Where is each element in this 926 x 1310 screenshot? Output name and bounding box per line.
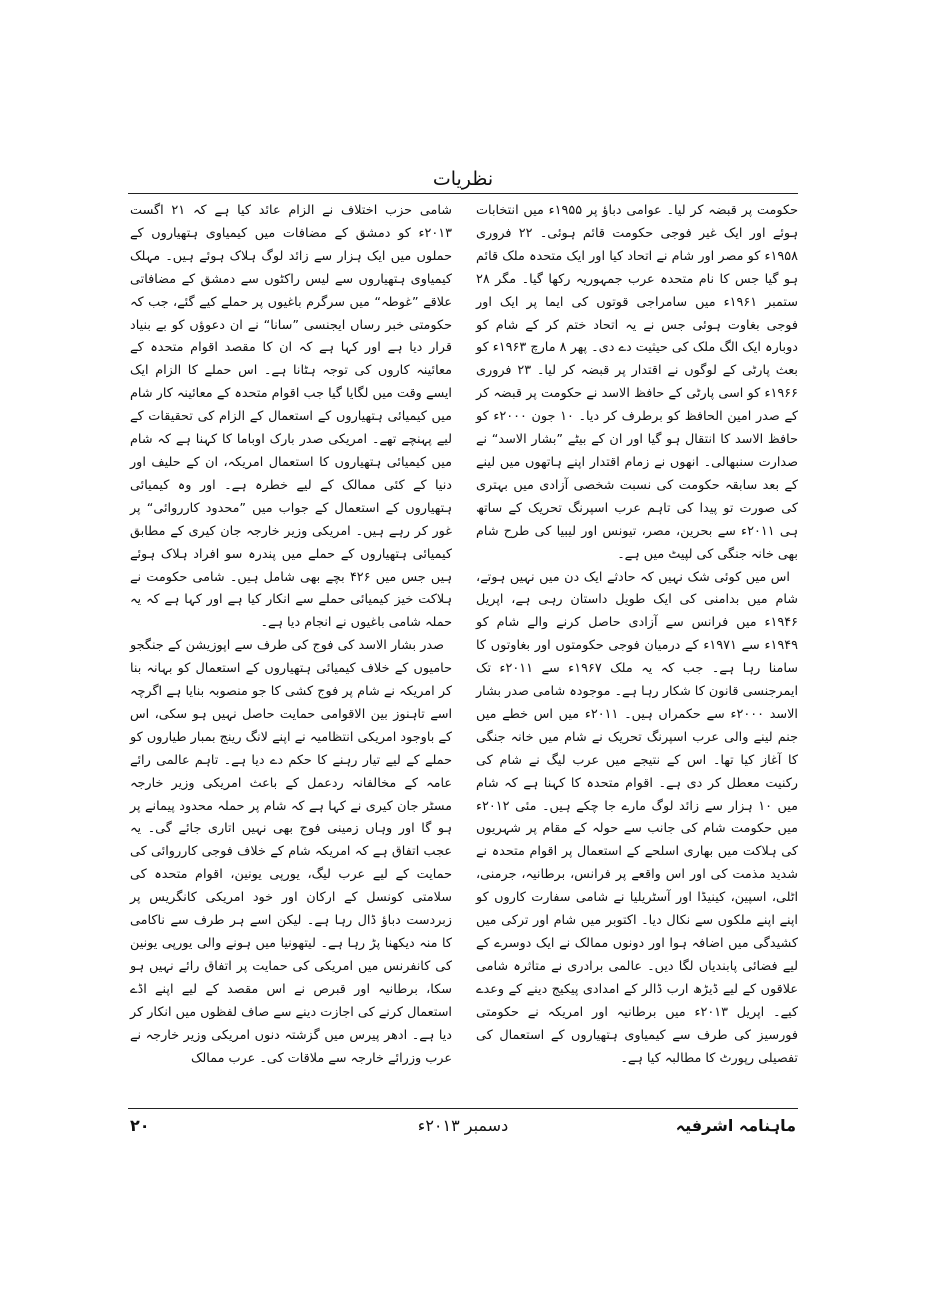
paragraph: صدر بشار الاسد کی فوج کی طرف سے اپوزیشن کے جنگجو حامیوں کے خلاف کیمیائی ہتھیاروں کے استعمال کو بہانہ بنا کر امریکہ نے شام پر فوج کشی کا جو منصوبہ بنایا ہے اگرچہ اسے تاہنوز بین الاقوامی حمایت حاصل نہیں ہو سکی، اس کے باوجود امریکی انتظامیہ نے اپنے لانگ رینج بمبار طیاروں کو حملے کے لیے تیار رہنے کا حکم دے دیا ہے۔ تاہم عالمی رائے عامہ کے مخالفانہ ردعمل کے باعث امریکی وزیر خارجہ مسٹر جان کیری نے کہا ہے کہ شام پر حملہ محدود پیمانے پر ہو گا اور وہاں زمینی فوج بھی نہیں اتاری جائے گی۔ یہ عجب اتفاق ہے کہ امریکہ شام کے خلاف فوجی کارروائی کی حمایت کے لیے عرب لیگ، یورپی یونین، اقوام متحدہ کی سلامتی کونسل کے ارکان اور خود امریکی کانگریس پر زبردست دباؤ ڈال رہا ہے۔ لیکن اسے ہر طرف سے ناکامی کا منہ دیکھنا پڑ رہا ہے۔ لیتھونیا میں ہونے والی یورپی یونین کی کانفرنس میں امریکی کی حمایت پر اتفاق رائے نہیں ہو سکا، برطانیہ اور قبرص نے اس مقصد کے لیے اپنے اڈے استعمال کرنے کی اجازت دینے سے صاف لفظوں میں انکار کر دیا ہے۔ ادھر پیرس میں گزشتہ دنوں امریکی وزیر خارجہ نے عرب وزرائے خارجہ سے ملاقات کی۔ عرب ممالک: [130, 638, 452, 1066]
paragraph: اس میں کوئی شک نہیں کہ حادثے ایک دن میں نہیں ہوتے، شام میں بدامنی کی ایک طویل داستان رہی ہے، اپریل ۱۹۴۶ء میں فرانس سے آزادی حاصل کرنے والے شام کو ۱۹۴۹ء سے ۱۹۷۱ء کے درمیان فوجی حکومتوں اور بغاوتوں کا سامنا رہا ہے۔ جب کہ یہ ملک ۱۹۶۷ء سے ۲۰۱۱ء تک ایمرجنسی قانون کا شکار رہا ہے۔ موجودہ شامی صدر بشار الاسد ۲۰۰۰ء سے حکمراں ہیں۔ ۲۰۱۱ء میں اس خطے میں جنم لینے والی عرب اسپرنگ تحریک نے شام میں خانہ جنگی کا آغاز کیا تھا۔ اس کے نتیجے میں عرب لیگ نے شام کی رکنیت معطل کر دی ہے۔ اقوام متحدہ کا کہنا ہے کہ شام میں ۱۰ ہزار سے زائد لوگ مارے جا چکے ہیں۔ مئی ۲۰۱۲ء میں حکومت شام کی جانب سے حولہ کے مقام پر شہریوں کی ہلاکت میں بھاری اسلحے کے استعمال پر اقوام متحدہ نے شدید مذمت کی اور اس واقعے پر فرانس، برطانیہ، جرمنی، اٹلی، اسپین، کینیڈا اور آسٹریلیا نے شامی سفارت کاروں کو اپنے اپنے ملکوں سے نکال دیا۔ اکتوبر میں شام اور ترکی میں کشیدگی میں اضافہ ہوا اور دونوں ممالک نے ایک دوسرے کے لیے فضائی پابندیاں لگا دیں۔ عالمی برادری نے متاثرہ شامی علاقوں کے لیے ڈیڑھ ارب ڈالر کے امدادی پیکیج دینے کے وعدے کیے۔ اپریل ۲۰۱۳ء میں برطانیہ اور امریکہ نے حکومتی فورسیز کی طرف سے کیمیاوی ہتھیاروں کے استعمال کی تفصیلی رپورٹ کا مطالبہ کیا ہے۔: [476, 569, 798, 1066]
header-rule: [128, 193, 798, 194]
right-column: [476, 200, 798, 1100]
issue-date: دسمبر ۲۰۱۳ء: [417, 1116, 509, 1135]
page-number: ۲۰: [130, 1116, 150, 1135]
paragraph: شامی حزب اختلاف نے الزام عائد کیا ہے کہ ۲۱ اگست ۲۰۱۳ء کو دمشق کے مضافات میں کیمیاوی ہتھیاروں کے حملوں میں ایک ہزار سے زائد لوگ ہلاک ہوئے ہیں۔ مہلک کیمیاوی ہتھیاروں سے لیس راکٹوں سے دمشق کے مضافاتی علاقے ”غوطہ“ میں سرگرم باغیوں پر حملے کیے گئے، جب کہ حکومتی خبر رساں ایجنسی ”سانا“ نے ان دعوؤں کو بے بنیاد قرار دیا ہے اور کہا ہے کہ ان کا مقصد اقوام متحدہ کے معائینہ کاروں کی توجہ ہٹانا ہے۔ اس حملے کا الزام ایک ایسے وقت میں لگایا گیا جب اقوام متحدہ کے معائینہ کار شام میں کیمیائی ہتھیاروں کے استعمال کے الزام کی تحقیقات کے لیے پہنچے تھے۔ امریکی صدر بارک اوباما کا کہنا ہے کہ شام میں کیمیائی ہتھیاروں کا استعمال امریکہ، ان کے حلیف اور دنیا کے کئی ممالک کے لیے خطرہ ہے۔ اور وہ کیمیائی ہتھیاروں کے استعمال کے جواب میں ”محدود کارروائی“ پر غور کر رہے ہیں۔ امریکی وزیر خارجہ جان کیری کے مطابق کیمیائی ہتھیاروں کے حملے میں پندرہ سو افراد ہلاک ہوئے ہیں جس میں ۴۲۶ بچے بھی شامل ہیں۔ شامی حکومت نے ہلاکت خیز کیمیائی حملے سے انکار کیا ہے اور کہا ہے کہ یہ حملہ شامی باغیوں نے انجام دیا ہے۔: [130, 203, 452, 631]
magazine-name: ماہنامہ اشرفیہ: [675, 1116, 796, 1135]
footer-rule: [128, 1108, 798, 1109]
page-footer: [128, 1114, 798, 1144]
running-header: نظریات: [432, 168, 494, 190]
paragraph: حکومت پر قبضہ کر لیا۔ عوامی دباؤ پر ۱۹۵۵ء میں انتخابات ہوئے اور ایک غیر فوجی حکومت قائم ہوئی۔ ۲۲ فروری ۱۹۵۸ء کو مصر اور شام نے اتحاد کیا اور ایک متحدہ ملک قائم ہو گیا جس کا نام متحدہ عرب جمہوریہ رکھا گیا۔ مگر ۲۸ ستمبر ۱۹۶۱ء میں سامراجی قوتوں کی ایما پر ایک اور فوجی بغاوت ہوئی جس نے یہ اتحاد ختم کر کے شام کو دوبارہ ایک الگ ملک کی حیثیت دے دی۔ پھر ۸ مارچ ۱۹۶۳ء کو بعث پارٹی کے لوگوں نے اقتدار پر قبضہ کر لیا۔ ۲۳ فروری ۱۹۶۶ء کو اسی پارٹی کے حافظ الاسد نے حکومت پر قبضہ کر کے صدر امین الحافظ کو برطرف کر دیا۔ ۱۰ جون ۲۰۰۰ء کو حافظ الاسد کا انتقال ہو گیا اور ان کے بیٹے ”بشار الاسد“ نے صدارت سنبھالی۔ انھوں نے زمام اقتدار اپنے ہاتھوں میں لینے کے بعد سابقہ حکومت کی نسبت شخصی آزادی میں بہتری کی صورت تو پیدا کی تاہم عرب اسپرنگ تحریک کے ساتھ ہی ۲۰۱۱ء سے بحرین، مصر، تیونس اور لیبیا کی طرح شام بھی خانہ جنگی کی لپیٹ میں ہے۔: [476, 203, 799, 562]
left-column: [130, 200, 452, 1100]
